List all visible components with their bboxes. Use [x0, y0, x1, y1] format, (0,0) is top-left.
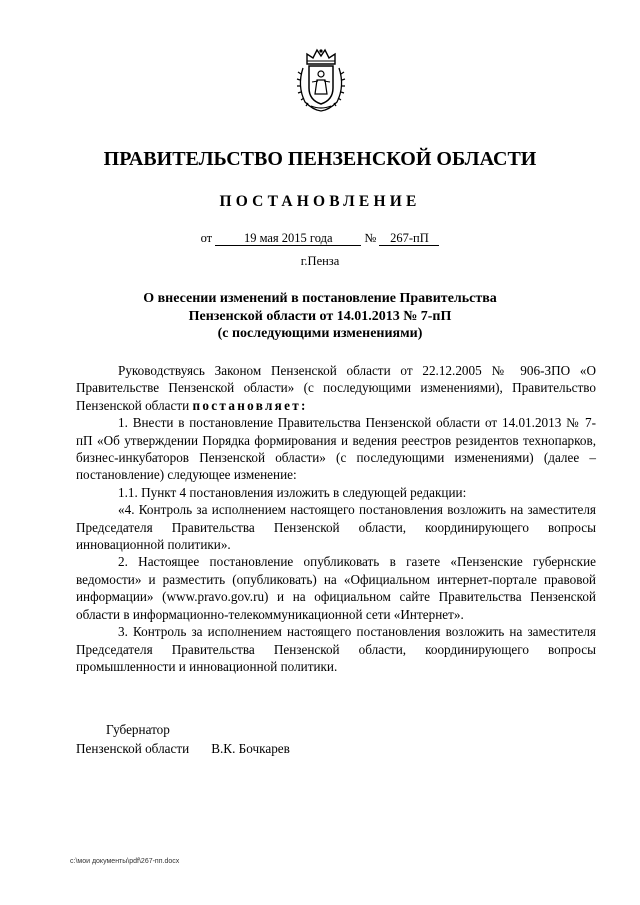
signature-region: Пензенской области	[76, 741, 190, 756]
signature-block	[76, 720, 290, 758]
item-paragraph: 1.1. Пункт 4 постановления изложить в следующей редакции:	[118, 484, 467, 500]
signature-position-line1: Губернатор	[106, 722, 170, 737]
item-paragraph: 3. Контроль за исполнением настоящего постановления возложить на заместителя Председателя Правительства Пензенской области, координирующего вопросы промышленности и инновационной политики.	[76, 624, 596, 674]
date-number-line	[0, 231, 640, 246]
heading-line: О внесении изменений в постановление Правительства	[143, 291, 497, 306]
city: г.Пенза	[300, 254, 340, 268]
signature-name: В.К. Бочкарев	[211, 741, 290, 756]
item-paragraph: 2. Настоящее постановление опубликовать в газете «Пензенские губернские ведомости» и разместить (опубликовать) на «Официальном интернет-портале правовой информации» (www.pravo.gov.ru) и на официальном сайте Правительства Пензенской области в информационно-телекоммуникационной сети «Интернет».	[76, 554, 596, 622]
document-body	[76, 362, 596, 675]
coat-of-arms-emblem	[295, 48, 347, 113]
document-type: ПОСТАНОВЛЕНИЕ	[219, 193, 421, 210]
heading-line: (с последующими изменениями)	[217, 326, 423, 341]
number-prefix: №	[364, 231, 377, 245]
preamble-text: Руководствуясь Законом Пензенской области от 22.12.2005 № 906-ЗПО «О Правительстве Пензенской области» (с последующими изменениями), Правительство Пензенской области	[76, 363, 596, 413]
heading-line: Пензенской области от 14.01.2013 № 7-пП	[188, 308, 452, 324]
document-number: 267-пП	[379, 231, 439, 246]
item-paragraph: «4. Контроль за исполнением настоящего постановления возложить на заместителя Председателя Правительства Пензенской области, координирующего вопросы инновационной политики».	[76, 502, 596, 553]
item-paragraph: 1. Внести в постановление Правительства Пензенской области от 14.01.2013 № 7-пП «Об утверждении Порядка формирования и ведения реестров резидентов технопарков, бизнес-инкубаторов Пензенской области» (с последующими изменениями) (далее – постановление) следующее изменение:	[76, 415, 596, 483]
document-heading	[60, 290, 580, 343]
preamble-action: постановляет:	[192, 397, 308, 413]
preamble-paragraph	[76, 362, 596, 414]
signature-position-line2	[76, 739, 290, 758]
document-date: 19 мая 2015 года	[215, 231, 361, 246]
organization-title: ПРАВИТЕЛЬСТВО ПЕНЗЕНСКОЙ ОБЛАСТИ	[103, 148, 537, 170]
footer-file-path: c:\мои документы\pdf\267-пп.docx	[70, 858, 180, 865]
date-prefix: от	[200, 231, 213, 245]
